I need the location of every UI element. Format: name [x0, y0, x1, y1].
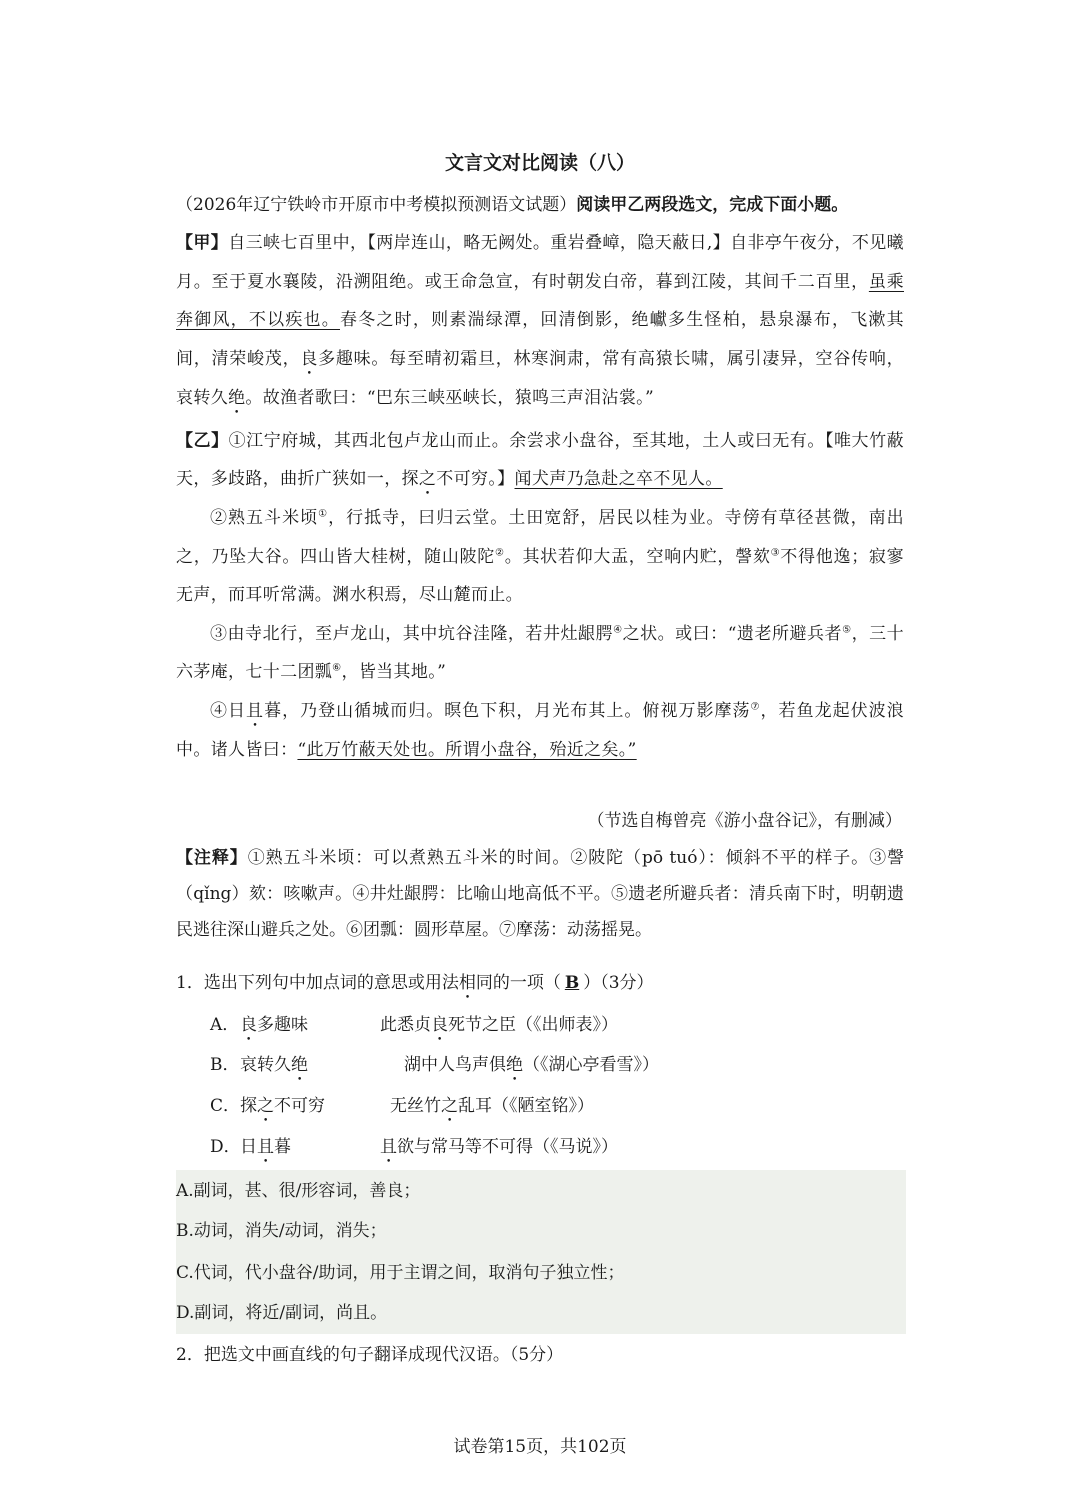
question-1-answer: B	[564, 973, 580, 993]
yi-text: 不可穷。】	[436, 469, 515, 489]
intro-source: （2026年辽宁铁岭市开原市中考模拟预测语文试题）	[176, 195, 577, 215]
yi-text: 暮，乃登山循城而归。暝色下积，月光布其上。俯视万影摩荡	[264, 700, 751, 721]
option-d	[210, 1132, 618, 1167]
note-marker: ①	[318, 508, 329, 520]
yi-text: ①江宁府城，其西北包卢龙山而止。余尝求小盘谷，至其地，土人或曰无有。【唯大竹蔽天，多歧路，曲折广狭如一，探	[176, 430, 904, 489]
option-left-phrase: 哀转久绝	[240, 1055, 308, 1075]
question-1-score: ）（3分）	[583, 973, 654, 993]
analysis-line-c: C.代词，代小盘谷/助词，用于主谓之间，取消句子独立性；	[176, 1263, 625, 1283]
yi-underlined-sentence: “此万竹蔽天处也。所谓小盘谷，殆近之矣。”	[297, 739, 637, 760]
option-right-phrase: 且欲与常马等不可得（《马说》）	[380, 1137, 618, 1157]
option-a	[210, 1010, 618, 1045]
jia-text: 多趣味。每至晴初霜旦，林寒涧肃，常有高猿长啸，属引凄异，空谷传响，哀转久	[176, 348, 904, 408]
source-attribution: （节选自梅曾亮《游小盘谷记》，有删减）	[587, 811, 902, 831]
note-marker: ②	[495, 546, 505, 558]
option-label: A．	[210, 1015, 240, 1035]
option-right-phrase: 无丝竹之乱耳（《陋室铭》）	[390, 1096, 594, 1116]
jia-underlined-sentence: 虽乘奔御风，不以疾也。	[176, 271, 904, 330]
yi-dotted-word: 且	[246, 700, 265, 721]
jia-text: 。故渔者歌曰：“巴东三峡巫峡长，猿鸣三声泪沾裳。”	[245, 387, 655, 408]
yi-paragraph-2	[176, 499, 904, 615]
notes	[176, 840, 904, 948]
note-marker: ④	[613, 623, 623, 635]
analysis-line-b: B.动词，消失/动词，消失；	[176, 1221, 387, 1241]
option-label: B．	[210, 1055, 240, 1075]
option-left-phrase: 探之不可穷	[240, 1096, 325, 1116]
yi-text: ，若鱼龙起伏波浪中。诸人皆曰：	[176, 700, 904, 760]
question-1-stem: 同的一项（	[475, 973, 561, 993]
notes-text: ①熟五斗米顷：可以煮熟五斗米的时间。②陂陀（pō tuó）：倾斜不平的样子。③謦（qǐng）欬：咳嗽声。④井灶龈腭：比喻山地高低不平。⑤遗老所避兵者：清兵南下时，明朝遗民逃往深山避兵之处。⑥团瓢：圆形草屋。⑦摩荡：动荡摇晃。	[176, 848, 904, 940]
yi-text: ，皆当其地。”	[341, 662, 447, 682]
jia-paragraph	[176, 224, 904, 418]
yi-text: 。其状若仰大盂，空响内贮，謦欬	[504, 546, 771, 567]
answer-analysis-box	[176, 1170, 906, 1334]
question-1-stem: 1．选出下列句中加点词的意思或用法	[176, 973, 459, 993]
yi-dotted-word: 之	[418, 469, 437, 489]
jia-label: 【甲】	[176, 233, 229, 253]
page-footer: 试卷第15页，共102页	[453, 1437, 627, 1457]
option-left-phrase: 日且暮	[240, 1137, 291, 1157]
analysis-line-d: D.副词，将近/副词，尚且。	[176, 1303, 388, 1323]
yi-text: ②熟五斗米顷	[210, 508, 319, 528]
intro-line	[176, 190, 906, 220]
yi-underlined-sentence: 闻犬声乃急赴之卒不见人。	[514, 469, 723, 489]
intro-instruction: 阅读甲乙两段选文，完成下面小题。	[576, 195, 849, 215]
yi-label: 【乙】	[176, 430, 229, 451]
note-marker: ⑦	[750, 700, 761, 712]
jia-text: 自非亭午夜分，不见曦月。至于夏水襄陵，沿溯阻绝。或王命急宣，有时朝发白帝，暮到江陵，其间千二百里，	[176, 233, 904, 292]
jia-text: 自三峡七百里中，	[228, 233, 368, 253]
question-1-dotted-word: 相	[458, 973, 476, 993]
yi-text: 之状。或曰：“遗老所避兵者	[622, 623, 843, 644]
option-label: D．	[210, 1137, 241, 1157]
yi-text: ，三十六茅庵，七十二团瓢	[176, 623, 904, 682]
note-marker: ⑥	[332, 662, 342, 674]
option-b	[210, 1050, 659, 1085]
jia-text: 春冬之时，则素湍绿潭，回清倒影，绝巘多生怪柏，悬泉瀑布，飞漱其间，清荣峻茂，	[176, 310, 904, 369]
jia-dotted-word: 绝	[228, 387, 246, 408]
jia-bracket-text: 【两岸连山，略无阙处。重岩叠嶂，隐天蔽日,】	[367, 233, 731, 253]
yi-text: ③由寺北行，至卢龙山，其中坑谷洼隆，若井灶龈腭	[210, 623, 614, 644]
option-left-phrase: 良多趣味	[240, 1015, 308, 1035]
yi-text: 不得他逸；寂寥无声，而耳听常满。渊水积焉，尽山麓而止。	[176, 546, 904, 605]
note-marker: ③	[770, 546, 781, 558]
page-title: 文言文对比阅读（八）	[444, 152, 635, 174]
analysis-line-a: A.副词，甚、很/形容词，善良；	[176, 1181, 421, 1201]
note-marker: ⑤	[842, 623, 852, 635]
notes-label: 【注释】	[176, 848, 248, 868]
jia-dotted-word: 良	[300, 348, 319, 369]
passage-jia	[176, 224, 904, 769]
yi-paragraph-1	[176, 422, 904, 500]
option-right-phrase: 此悉贞良死节之臣（《出师表》）	[380, 1015, 618, 1035]
yi-paragraph-3	[176, 615, 904, 692]
yi-text: ，行抵寺，曰归云堂。土田宽舒，居民以桂为业。寺傍有草径甚微，南出之，乃坠大谷。四山皆大桂树，随山陂陀	[176, 508, 904, 567]
yi-paragraph-4	[176, 692, 904, 770]
yi-text: ④日	[210, 700, 247, 721]
option-right-phrase: 湖中人鸟声俱绝（《湖心亭看雪》）	[404, 1055, 659, 1075]
option-c	[210, 1091, 594, 1126]
question-2: 2．把选文中画直线的句子翻译成现代汉语。（5分）	[176, 1345, 564, 1365]
question-1	[176, 968, 654, 1003]
option-label: C．	[210, 1096, 241, 1116]
